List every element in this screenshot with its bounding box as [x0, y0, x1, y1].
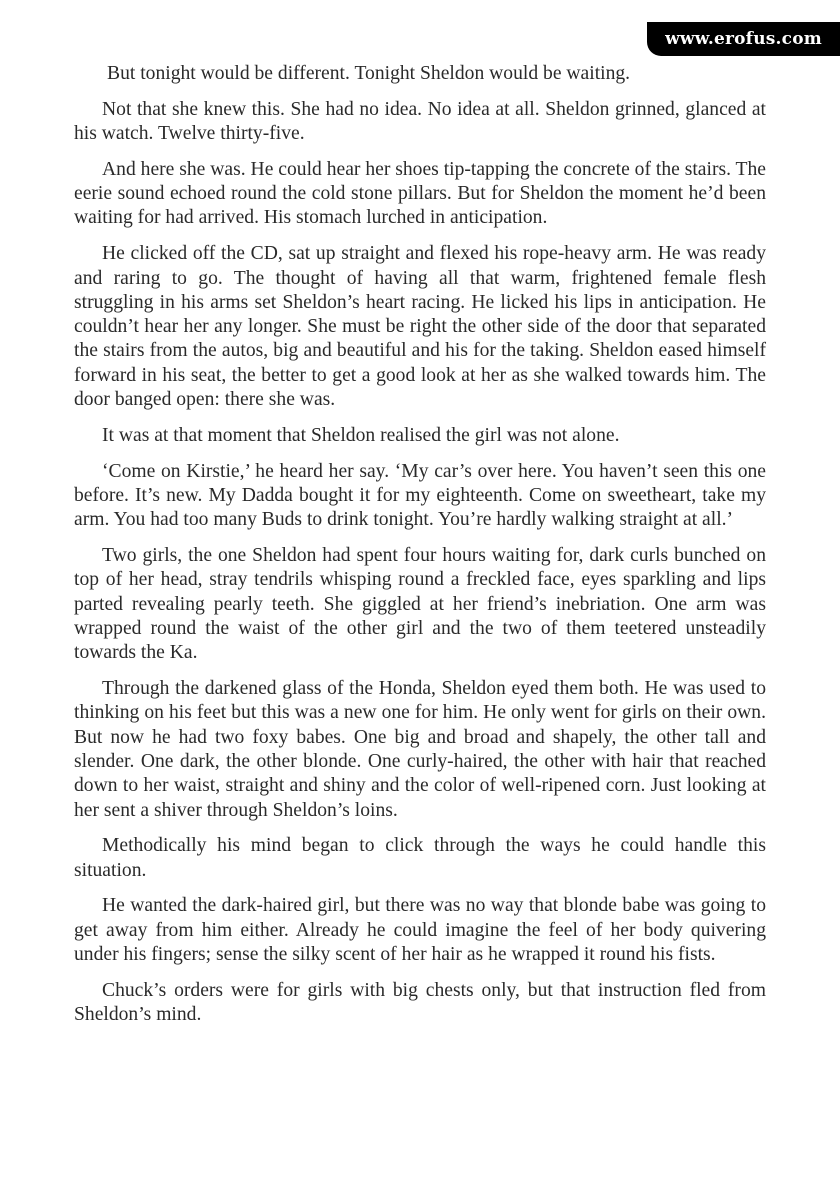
- paragraph-11: Chuck’s orders were for girls with big chests only, but that instruction fled from Sheldon’s mind.: [74, 979, 766, 1026]
- story-text-body: [74, 62, 766, 1039]
- paragraph-3: And here she was. He could hear her shoes tip-tapping the concrete of the stairs. The eerie sound echoed round the cold stone pillars. But for Sheldon the moment he’d been waiting for had arrived. His stomach lurched in anticipation.: [74, 158, 766, 229]
- paragraph-5: It was at that moment that Sheldon realised the girl was not alone.: [102, 424, 620, 446]
- paragraph-6: ‘Come on Kirstie,’ he heard her say. ‘My car’s over here. You haven’t seen this one before. It’s new. My Dadda bought it for my eighteenth. Come on sweetheart, take my arm. You had too many Buds to drink tonight. You’re hardly walking straight at all.’: [74, 460, 766, 531]
- watermark-badge: [647, 22, 840, 56]
- paragraph-10: He wanted the dark-haired girl, but there was no way that blonde babe was going to get away from him either. Already he could imagine the feel of her body quivering under his fingers; sense the silky scent of her hair as he wrapped it round his fists.: [74, 895, 766, 965]
- paragraph-7: Two girls, the one Sheldon had spent four hours waiting for, dark curls bunched on top of her head, stray tendrils whisping round a freckled face, eyes sparkling and lips parted revealing pearly teeth. She giggled at her friend’s inebriation. One arm was wrapped round the waist of the other girl and the two of them teetered unsteadily towards the Ka.: [74, 545, 766, 664]
- paragraph-2: Not that she knew this. She had no idea. No idea at all. Sheldon grinned, glanced at his watch. Twelve thirty-five.: [74, 98, 766, 145]
- watermark-text: www.erofus.com: [665, 29, 822, 49]
- paragraph-1: But tonight would be different. Tonight Sheldon would be waiting.: [107, 63, 631, 84]
- paragraph-8: Through the darkened glass of the Honda, Sheldon eyed them both. He was used to thinking on his feet but this was a new one for him. He only went for girls on their own. But now he had two foxy babes. One big and broad and shapely, the other tall and slender. One dark, the other blonde. One curly-haired, the other with hair that reached down to her waist, straight and shiny and the color of well-ripened corn. Just looking at her sent a shiver through Sheldon’s loins.: [74, 678, 766, 821]
- paragraph-4: He clicked off the CD, sat up straight and flexed his rope-heavy arm. He was ready and raring to go. The thought of having all that warm, frightened female flesh struggling in his arms set Sheldon’s heart racing. He licked his lips in anticipation. He couldn’t hear her any longer. She must be right the other side of the door that separated the stairs from the autos, big and beautiful and his for the taking. Sheldon eased himself forward in his seat, the better to get a good look at her as she walked towards him. The door banged open: there she was.: [74, 243, 766, 411]
- paragraph-9: Methodically his mind began to click through the ways he could handle this situation.: [74, 835, 766, 881]
